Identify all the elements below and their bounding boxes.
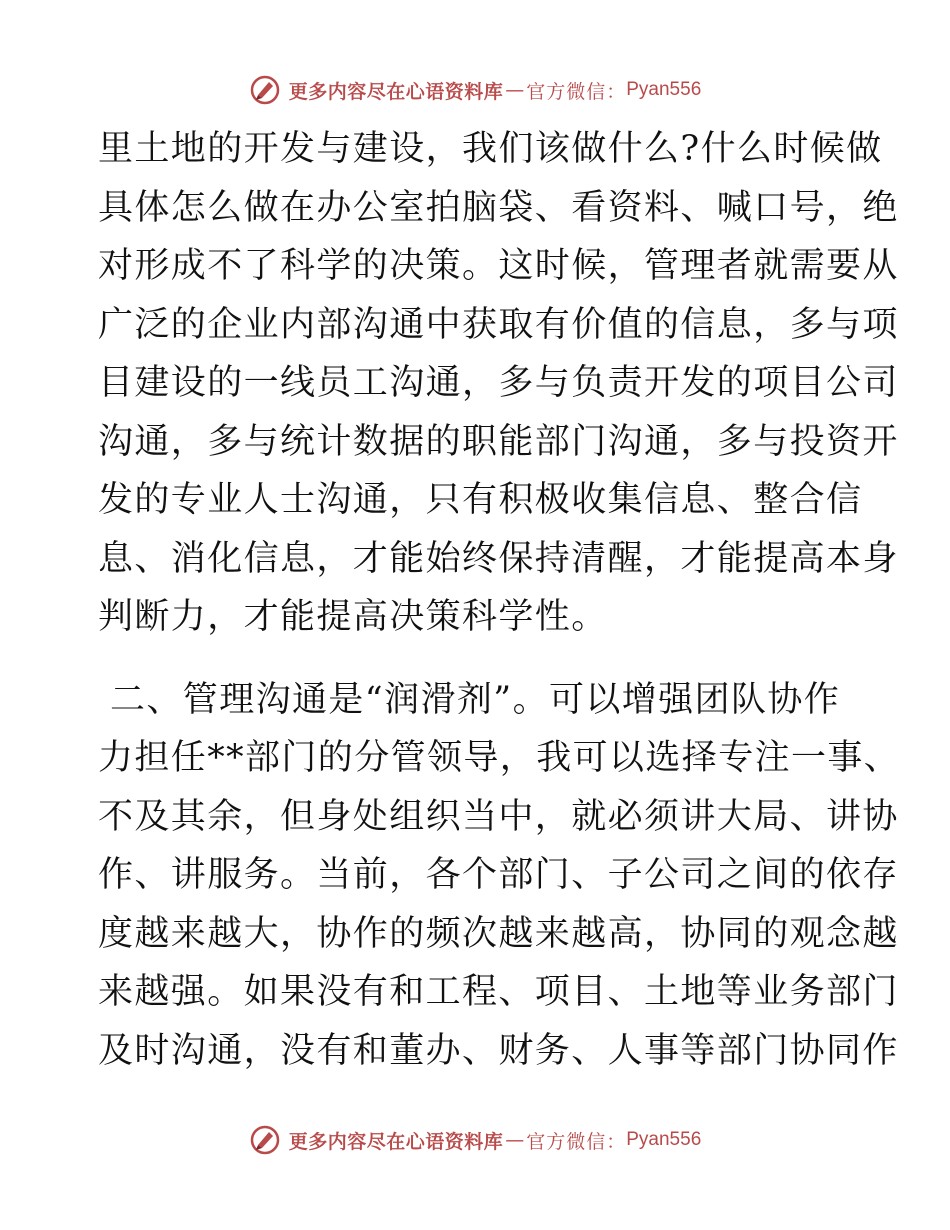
text-line: 度越来越大，协作的频次越来越高，协同的观念越	[98, 913, 899, 954]
text-line: 息、消化信息，才能始终保持清醒，才能提高本身	[98, 538, 899, 579]
brand-text: 更多内容尽在心语资料库	[288, 80, 504, 103]
section-heading-line: 二、管理沟通是“润滑剂”。可以增强团队协作	[110, 679, 841, 720]
logo-icon	[249, 74, 281, 106]
paragraph-gap	[98, 647, 858, 671]
document-body	[98, 120, 901, 1080]
text-line: 作、讲服务。当前，各个部门、子公司之间的依存	[98, 855, 899, 895]
text-line: 不及其余，但身处组织当中，就必须讲大局、讲协	[98, 796, 899, 837]
official-label: 官方微信：	[526, 1130, 627, 1153]
account-id: Pyan556	[626, 79, 702, 100]
text-line: 目建设的一线员工沟通，多与负责开发的项目公司	[98, 363, 899, 403]
footer-watermark	[0, 1120, 950, 1160]
text-line: 来越强。如果没有和工程、项目、土地等业务部门	[98, 972, 899, 1012]
text-line: 里土地的开发与建设，我们该做什么?什么时候做	[98, 129, 883, 169]
text-line: 广泛的企业内部沟通中获取有价值的信息，多与项	[98, 304, 899, 345]
separator: —	[505, 1129, 525, 1151]
paragraph-2	[98, 671, 901, 1081]
text-line: 力担任**部门的分管领导，我可以选择专注一事、	[98, 738, 901, 778]
text-line: 发的专业人士沟通，只有积极收集信息、整合信	[98, 480, 863, 520]
brand-text: 更多内容尽在心语资料库	[288, 1130, 504, 1153]
header-watermark	[0, 70, 950, 110]
text-line: 对形成不了科学的决策。这时候，管理者就需要从	[98, 246, 899, 286]
separator: —	[505, 79, 525, 101]
text-line: 沟通，多与统计数据的职能部门沟通，多与投资开	[98, 421, 899, 462]
paragraph-1	[98, 120, 899, 647]
text-line: 判断力，才能提高决策科学性。	[98, 597, 608, 637]
text-line: 及时沟通，没有和董办、财务、人事等部门协同作	[98, 1030, 899, 1071]
logo-icon	[249, 1124, 281, 1156]
official-label: 官方微信：	[526, 80, 627, 103]
text-line: 具体怎么做在办公室拍脑袋、看资料、喊口号，绝	[98, 187, 899, 228]
account-id: Pyan556	[626, 1129, 702, 1150]
